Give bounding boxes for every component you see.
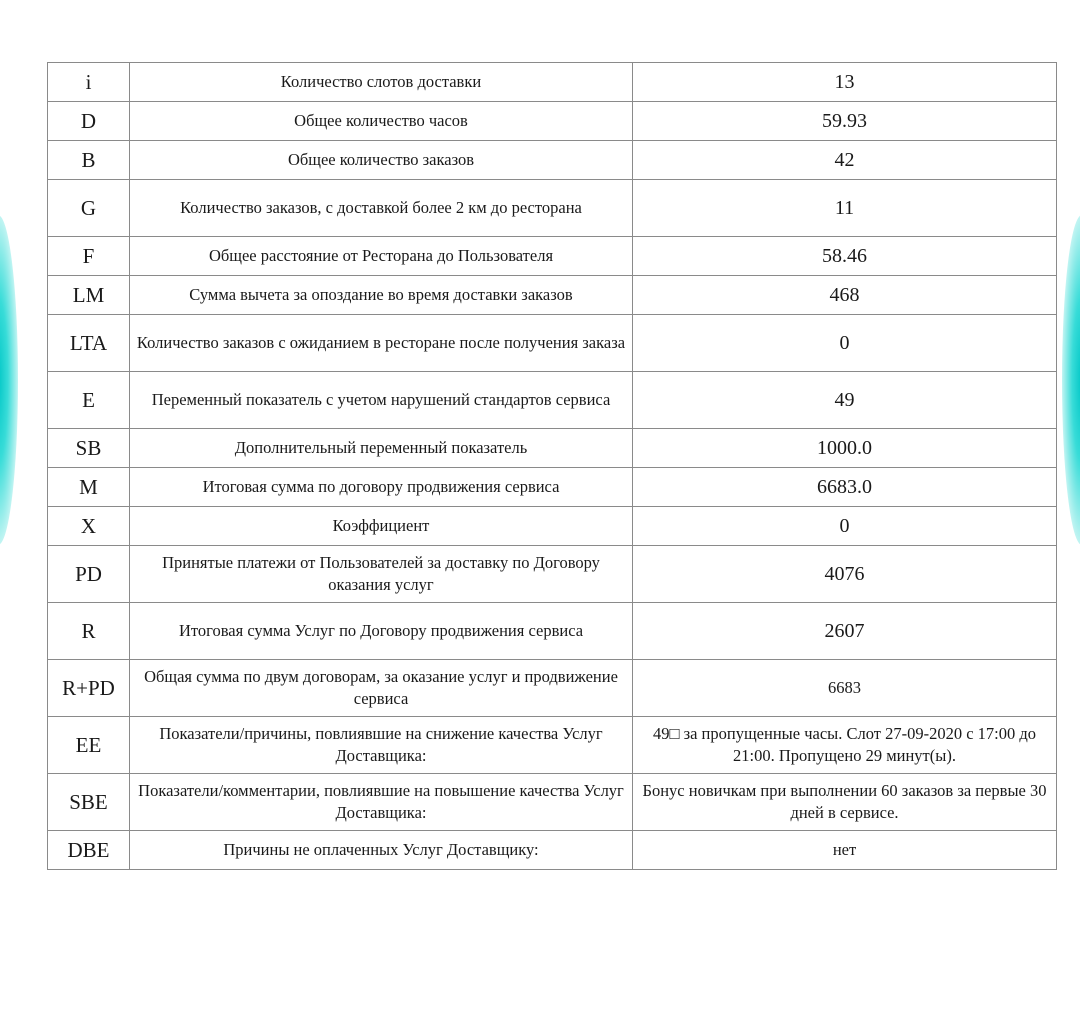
- table-row: [48, 774, 1057, 831]
- row-code: R: [48, 603, 130, 660]
- row-code: LM: [48, 276, 130, 315]
- row-description: Показатели/комментарии, повлиявшие на повышение качества Услуг Доставщика:: [130, 774, 633, 831]
- left-edge-decoration: [0, 215, 18, 545]
- table-row: [48, 141, 1057, 180]
- delivery-report-table: [47, 62, 1057, 870]
- row-code: SBE: [48, 774, 130, 831]
- row-code: F: [48, 237, 130, 276]
- row-description: Сумма вычета за опоздание во время доставки заказов: [130, 276, 633, 315]
- table-row: [48, 315, 1057, 372]
- table-row: [48, 831, 1057, 870]
- table-row: [48, 180, 1057, 237]
- row-code: X: [48, 507, 130, 546]
- table-row: [48, 237, 1057, 276]
- row-code: i: [48, 63, 130, 102]
- row-description: Итоговая сумма Услуг по Договору продвижения сервиса: [130, 603, 633, 660]
- row-description: Количество заказов, с доставкой более 2 км до ресторана: [130, 180, 633, 237]
- row-code: R+PD: [48, 660, 130, 717]
- row-value: 59.93: [633, 102, 1057, 141]
- row-value: 6683.0: [633, 468, 1057, 507]
- row-value: 4076: [633, 546, 1057, 603]
- row-description: Общее расстояние от Ресторана до Пользователя: [130, 237, 633, 276]
- row-description: Общее количество заказов: [130, 141, 633, 180]
- row-description: Итоговая сумма по договору продвижения сервиса: [130, 468, 633, 507]
- row-description: Дополнительный переменный показатель: [130, 429, 633, 468]
- row-code: SB: [48, 429, 130, 468]
- row-description: Принятые платежи от Пользователей за доставку по Договору оказания услуг: [130, 546, 633, 603]
- row-description: Коэффициент: [130, 507, 633, 546]
- row-value: 2607: [633, 603, 1057, 660]
- row-value: 0: [633, 507, 1057, 546]
- table-row: [48, 468, 1057, 507]
- row-value: 49: [633, 372, 1057, 429]
- row-value: 1000.0: [633, 429, 1057, 468]
- row-description: Общее количество часов: [130, 102, 633, 141]
- row-code: EE: [48, 717, 130, 774]
- row-code: G: [48, 180, 130, 237]
- right-edge-decoration: [1062, 215, 1080, 545]
- row-code: E: [48, 372, 130, 429]
- row-description: Переменный показатель с учетом нарушений стандартов сервиса: [130, 372, 633, 429]
- row-value: 49□ за пропущенные часы. Слот 27-09-2020 с 17:00 до 21:00. Пропущено 29 минут(ы).: [633, 717, 1057, 774]
- row-code: DBE: [48, 831, 130, 870]
- table-row: [48, 660, 1057, 717]
- row-value: нет: [633, 831, 1057, 870]
- row-description: Общая сумма по двум договорам, за оказание услуг и продвижение сервиса: [130, 660, 633, 717]
- row-value: 58.46: [633, 237, 1057, 276]
- row-value: 0: [633, 315, 1057, 372]
- table-row: [48, 507, 1057, 546]
- table-row: [48, 546, 1057, 603]
- row-description: Количество заказов с ожиданием в ресторане после получения заказа: [130, 315, 633, 372]
- row-value: 468: [633, 276, 1057, 315]
- table-row: [48, 717, 1057, 774]
- row-value: 13: [633, 63, 1057, 102]
- row-value: 6683: [633, 660, 1057, 717]
- table-row: [48, 276, 1057, 315]
- row-description: Причины не оплаченных Услуг Доставщику:: [130, 831, 633, 870]
- table-row: [48, 429, 1057, 468]
- row-description: Показатели/причины, повлиявшие на снижение качества Услуг Доставщика:: [130, 717, 633, 774]
- table-row: [48, 63, 1057, 102]
- row-value: 11: [633, 180, 1057, 237]
- row-code: B: [48, 141, 130, 180]
- row-code: PD: [48, 546, 130, 603]
- table-row: [48, 603, 1057, 660]
- row-code: LTA: [48, 315, 130, 372]
- row-value: 42: [633, 141, 1057, 180]
- table-row: [48, 372, 1057, 429]
- table-row: [48, 102, 1057, 141]
- row-value: Бонус новичкам при выполнении 60 заказов за первые 30 дней в сервисе.: [633, 774, 1057, 831]
- row-code: D: [48, 102, 130, 141]
- row-code: M: [48, 468, 130, 507]
- row-description: Количество слотов доставки: [130, 63, 633, 102]
